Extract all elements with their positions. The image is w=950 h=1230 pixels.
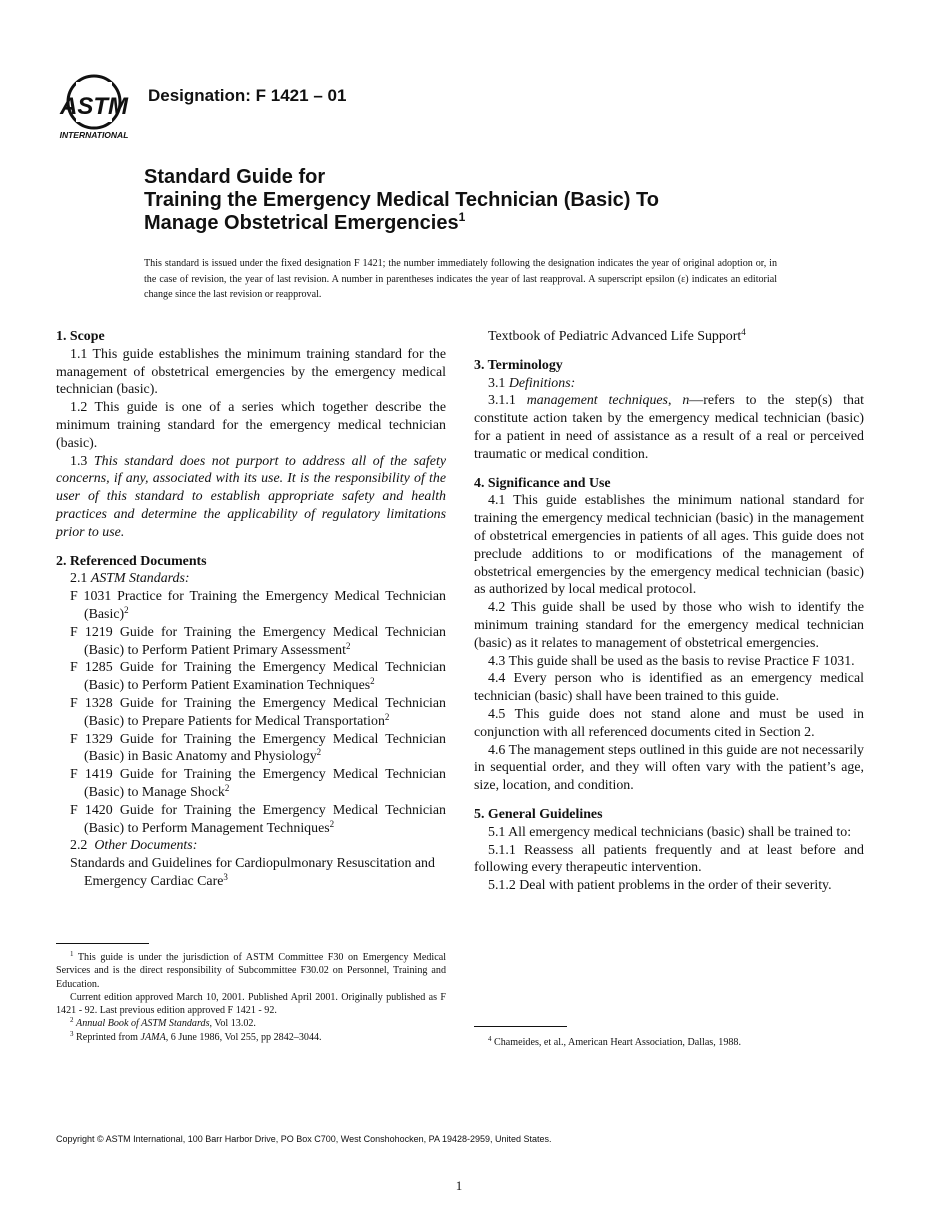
left-column <box>56 328 446 891</box>
ref-footnote: 2 <box>316 747 322 758</box>
ref-text: F 1419 Guide for Training the Emergency Medical Technician (Basic) to Manage Shock <box>70 767 446 800</box>
para-2-1 <box>56 570 446 588</box>
ref-text: F 1420 Guide for Training the Emergency Medical Technician (Basic) to Perform Management Techniques <box>70 802 446 836</box>
other-doc-1 <box>56 855 446 891</box>
footnote-rule-left <box>56 943 149 944</box>
para-4-6: 4.6 The management steps outlined in this guide are not necessarily in sequential order, and they will often vary with the patient’s age, size, location, and condition. <box>474 742 864 794</box>
other-doc-1-footnote: 3 <box>223 871 228 882</box>
ref-item <box>70 802 446 838</box>
footnote-3-pre: Reprinted from <box>76 1031 141 1043</box>
ref-footnote: 2 <box>370 676 375 687</box>
para-1-3-text: This standard does not purport to address all of the safety concerns, if any, associated with its use. It is the responsibility of the user of this standard to establish appropriate safety and health practices and determine the applicability of regulatory limitations prior to use. <box>56 453 446 540</box>
ref-text: F 1285 Guide for Training the Emergency Medical Technician (Basic) to Perform Patient Examination Techniques <box>70 660 446 694</box>
other-doc-2 <box>474 328 864 346</box>
ref-footnote: 2 <box>384 711 390 722</box>
para-1-1: 1.1 This guide establishes the minimum training standard for the management of obstetrical emergencies by the emergency medical technician (basic). <box>56 346 446 398</box>
footnote-3 <box>56 1031 446 1044</box>
title-line-2: Training the Emergency Medical Technician (Basic) To <box>144 189 659 211</box>
definition-pos: n <box>682 393 690 409</box>
ref-text: F 1219 Guide for Training the Emergency Medical Technician (Basic) to Perform Patient Primary Assessment <box>70 624 446 658</box>
para-4-3: 4.3 This guide shall be used as the basis to revise Practice F 1031. <box>488 653 855 669</box>
other-doc-2-text: Textbook of Pediatric Advanced Life Support <box>488 329 742 344</box>
para-3-1-label: Definitions: <box>508 375 576 391</box>
designation: Designation: F 1421 – 01 <box>148 86 347 105</box>
ref-item <box>70 624 446 660</box>
footnotes-left <box>56 951 446 1044</box>
section-1-heading: 1. Scope <box>56 329 105 344</box>
para-1-3 <box>56 453 446 542</box>
footnote-3-journal: JAMA <box>140 1031 166 1043</box>
ref-footnote: 2 <box>124 604 129 615</box>
para-4-5: 4.5 This guide does not stand alone and must be used in conjunction with all referenced documents cited in Section 2. <box>474 706 864 740</box>
title-line-1: Standard Guide for <box>144 166 326 188</box>
para-2-1-num: 2.1 <box>70 571 88 587</box>
para-4-2: 4.2 This guide shall be used by those who wish to identify the minimum training standard for the emergency medical technician (basic) as it relates to management of obstetrical emergencies. <box>474 600 864 651</box>
page-number: 1 <box>455 1178 463 1193</box>
footnote-2-rest: , Vol 13.02. <box>209 1018 256 1030</box>
definition-text: —refers to the step(s) that constitute action taken by the emergency medical technician (basic) for a patient in need of assistance as a result of a real or perceived traumatic or medical condition. <box>474 393 865 462</box>
footnote-2-num: 2 <box>70 1016 74 1025</box>
footnote-4-text: Chameides, et al., American Heart Association, Dallas, 1988. <box>494 1037 741 1048</box>
page-title <box>144 166 659 235</box>
title-line-3-text: Manage Obstetrical Emergencies <box>144 212 459 234</box>
section-3-heading: 3. Terminology <box>474 357 563 373</box>
footnote-1-cont: Current edition approved March 10, 2001. Published April 2001. Originally published as F 1421 - 92. Last previous edition approved F 1421 - 92. <box>56 991 446 1017</box>
para-2-2 <box>56 837 446 855</box>
footnote-4-num: 4 <box>488 1035 492 1043</box>
title-line-3 <box>144 212 659 235</box>
ref-footnote: 2 <box>345 640 351 651</box>
footnote-4 <box>474 1036 864 1049</box>
para-4-1: 4.1 This guide establishes the minimum national standard for training the emergency medical technician (basic) in the management of obstetrical emergencies in patients of all ages. This guide does not preclude additions to or modifications of the management of obstetrical emergencies by the emergency medical technician (basic) as authorized by local medical protocol. <box>474 493 864 598</box>
footnote-rule-right <box>474 1026 567 1027</box>
other-doc-1-text: Standards and Guidelines for Cardiopulmonary Resuscitation and Emergency Cardiac Care <box>70 856 435 889</box>
footnote-2 <box>56 1017 446 1030</box>
ref-item <box>70 588 446 624</box>
title-footnote-mark: 1 <box>458 210 466 224</box>
logo-subtext: INTERNATIONAL <box>59 130 129 140</box>
ref-item <box>70 695 446 731</box>
footnote-1-text: This guide is under the jurisdiction of ASTM Committee F30 on Emergency Medical Services and is the direct responsibility of Subcommittee F30.02 on Personnel, Training and Education. <box>56 952 447 990</box>
ref-item <box>70 659 446 695</box>
section-4-heading: 4. Significance and Use <box>474 475 611 491</box>
section-2-heading: 2. Referenced Documents <box>56 553 207 569</box>
para-4-4: 4.4 Every person who is identified as an emergency medical technician (basic) shall have been trained to this guide. <box>474 671 864 705</box>
para-3-1-1: 3.1.1 management techniques, n—refers to the step(s) that constitute action taken by the emergency medical technician (basic) for a patient in need of assistance as a result of a real or perceived traumatic or medical condition. <box>474 393 865 462</box>
footnote-1 <box>56 951 446 991</box>
para-1-2: 1.2 This guide is one of a series which together describe the minimum training standard for the emergency medical technician (basic). <box>56 400 446 451</box>
para-2-1-label: ASTM Standards: <box>90 571 190 587</box>
ref-text: F 1031 Practice for Training the Emergency Medical Technician (Basic) <box>70 589 446 622</box>
section-5-heading: 5. General Guidelines <box>474 806 603 822</box>
para-3-1-num: 3.1 <box>488 375 506 391</box>
para-2-2-num: 2.2 <box>70 838 88 854</box>
other-doc-2-footnote: 4 <box>741 327 746 337</box>
para-3-1 <box>474 375 864 393</box>
astm-logo <box>56 72 136 142</box>
ref-item <box>70 766 446 802</box>
ref-footnote: 2 <box>224 782 230 793</box>
footnote-2-text: Annual Book of ASTM Standards <box>76 1018 210 1030</box>
ref-text: F 1329 Guide for Training the Emergency Medical Technician (Basic) in Basic Anatomy and Physiology <box>70 731 446 765</box>
ref-item <box>70 731 446 767</box>
logo-text: ASTM <box>60 93 128 120</box>
para-3-1-1-num: 3.1.1 <box>488 393 516 409</box>
footnote-1-num: 1 <box>70 950 74 958</box>
definition-term: management techniques <box>526 393 668 409</box>
footnotes-right <box>474 1036 864 1049</box>
footnote-3-rest: , 6 June 1986, Vol 255, pp 2842–3044. <box>165 1031 322 1043</box>
para-5-1: 5.1 All emergency medical technicians (basic) shall be trained to: <box>488 824 852 840</box>
ref-footnote: 2 <box>329 818 335 829</box>
right-column <box>474 328 864 895</box>
footnote-3-num: 3 <box>70 1029 74 1038</box>
ref-text: F 1328 Guide for Training the Emergency Medical Technician (Basic) to Prepare Patients for Medical Transportation <box>70 695 446 729</box>
para-1-3-num: 1.3 <box>70 453 88 469</box>
standard-notice: This standard is issued under the fixed designation F 1421; the number immediately following the designation indicates the year of original adoption or, in the case of revision, the year of last revision. A number in parentheses indicates the year of last reapproval. A superscript epsilon (ε) indicates an editorial change since the last revision or reapproval. <box>144 258 777 300</box>
para-5-1-1: 5.1.1 Reassess all patients frequently and at least before and following every therapeutic intervention. <box>474 842 864 876</box>
para-5-1-2: 5.1.2 Deal with patient problems in the order of their severity. <box>488 878 832 894</box>
para-2-2-label: Other Documents: <box>94 838 198 854</box>
copyright-line: Copyright © ASTM International, 100 Barr Harbor Drive, PO Box C700, West Conshohocken, PA 19428-2959, United States. <box>56 1134 552 1144</box>
